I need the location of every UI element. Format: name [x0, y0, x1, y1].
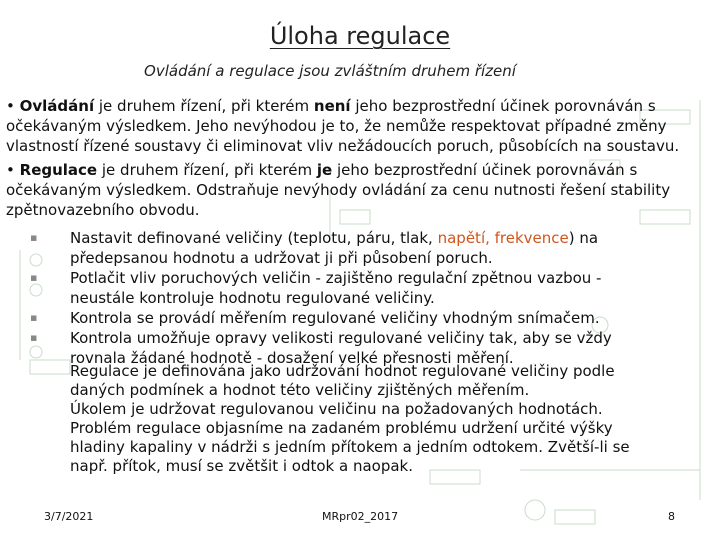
bullet-marker: •: [6, 97, 15, 115]
highlight-text: napětí, frekvence: [437, 229, 569, 247]
term-regulace: Regulace: [19, 161, 98, 179]
p2-emphasis: je: [316, 161, 333, 179]
p1-text-2: jeho bezprostřední účinek porovnáván s očekávaným výsledkem. Jeho nevýhodou je to, že nemůže respektovat případné změny vlastností řízené soustavy či eliminovat vliv nežádoucích poruch, působících na soustavu.: [6, 97, 680, 155]
footer-code: MRpr02_2017: [322, 510, 399, 523]
footer-date: 3/7/2021: [44, 510, 94, 523]
square-bullet-icon: ▪: [30, 231, 38, 244]
p1-text-1: je druhem řízení, při kterém: [94, 97, 314, 115]
paragraph-ovladani: [6, 96, 712, 156]
list-item: ▪ Nastavit definované veličiny (teplotu, páru, tlak, napětí, frekvence) na předepsanou hodnotu a udržovat ji při působení poruch.: [30, 229, 599, 267]
list-item: ▪ Kontrola se provádí měřením regulované veličiny vhodným snímačem.: [30, 309, 600, 327]
example-line: Problém regulace objasníme na zadaném problému udržení určité výšky hladiny kapaliny v nádrži s jedním přítokem a jedním odtokem. Zvětší-li se např. přítok, musí se zvětšit i odtok a naopak.: [70, 419, 630, 475]
list-item: ▪ Potlačit vliv poruchových veličin - zajištěno regulační zpětnou vazbou - neustále kontroluje hodnotu regulované veličiny.: [30, 269, 602, 307]
task-line: Úkolem je udržovat regulovanou veličinu na požadovaných hodnotách.: [70, 400, 603, 418]
slide-title: Úloha regulace: [269, 22, 451, 50]
bullet-marker: •: [6, 161, 15, 179]
square-bullet-icon: ▪: [30, 331, 38, 344]
definition-line: Regulace je definována jako udržování hodnot regulované veličiny podle daných podmínek a hodnot této veličiny zjištěných měřením.: [70, 362, 615, 399]
term-ovladani: Ovládání: [19, 97, 95, 115]
square-bullet-icon: ▪: [30, 271, 38, 284]
square-bullet-icon: ▪: [30, 311, 38, 324]
slide-subtitle: Ovládání a regulace jsou zvláštním druhem řízení: [144, 62, 516, 80]
task-list: [26, 228, 666, 368]
p2-text-2: jeho bezprostřední účinek porovnáván s očekávaným výsledkem. Odstraňuje nevýhody ovládání za cenu nutnosti řešení stability zpětnovazebního obvodu.: [6, 161, 671, 219]
page-number: 8: [668, 510, 675, 523]
paragraph-regulace: [6, 160, 712, 220]
p1-emphasis: není: [313, 97, 351, 115]
list-item: ▪ Kontrola umožňuje opravy velikosti regulované veličiny tak, aby se vždy rovnala žádané hodnotě - dosažení velké přesnosti měření.: [30, 329, 612, 367]
regulace-definition: [70, 362, 670, 476]
p2-text-1: je druhem řízení, při kterém: [97, 161, 317, 179]
